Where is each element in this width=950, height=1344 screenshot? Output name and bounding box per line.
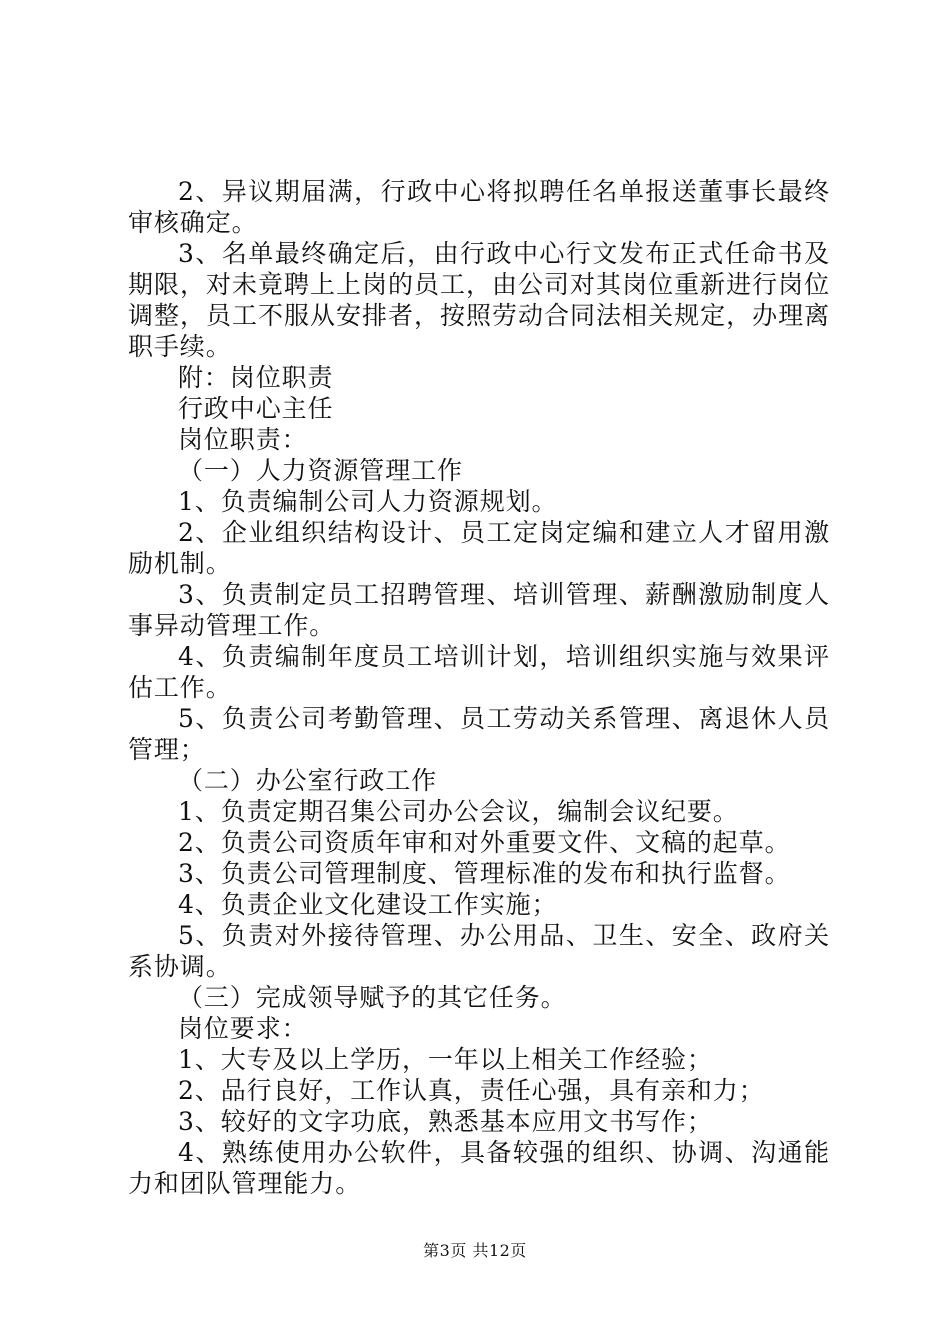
paragraph-requirement-2: 2、品行良好，工作认真，责任心强，具有亲和力； <box>178 1076 765 1105</box>
paragraph-section-hr: （一）人力资源管理工作 <box>178 456 463 485</box>
paragraph-section-admin: （二）办公室行政工作 <box>178 766 438 795</box>
paragraph-final-list: 3、名单最终确定后，由行政中心行文发布正式任命书及期限，对未竟聘上上岗的员工，由公司对其岗位重新进行岗位调整，员工不服从安排者，按照劳动合同法相关规定，办理离职手续。 <box>128 239 830 361</box>
paragraph-admin-item-3: 3、负责公司管理制度、管理标准的发布和执行监督。 <box>178 859 791 888</box>
paragraph-hr-item-2: 2、企业组织结构设计、员工定岗定编和建立人才留用激励机制。 <box>128 518 830 578</box>
paragraph-admin-item-2: 2、负责公司资质年审和对外重要文件、文稿的起草。 <box>178 828 791 857</box>
paragraph-admin-item-5: 5、负责对外接待管理、办公用品、卫生、安全、政府关系协调。 <box>128 921 830 981</box>
page-number-footer: 第3页 共12页 <box>423 1241 527 1260</box>
paragraph-admin-item-1: 1、负责定期召集公司办公会议，编制会议纪要。 <box>178 797 739 826</box>
document-body <box>128 176 830 1199</box>
paragraph-requirement-4: 4、熟练使用办公软件，具备较强的组织、协调、沟通能力和团队管理能力。 <box>128 1138 830 1198</box>
paragraph-hr-item-5: 5、负责公司考勤管理、员工劳动关系管理、离退休人员管理； <box>128 704 830 764</box>
paragraph-admin-item-4: 4、负责企业文化建设工作实施； <box>178 890 558 919</box>
paragraph-appendix-title: 附：岗位职责 <box>178 363 334 392</box>
paragraph-requirement-1: 1、大专及以上学历，一年以上相关工作经验； <box>178 1045 713 1074</box>
paragraph-objection-period: 2、异议期届满，行政中心将拟聘任名单报送董事长最终审核确定。 <box>128 177 830 237</box>
paragraph-hr-item-1: 1、负责编制公司人力资源规划。 <box>178 487 558 516</box>
paragraph-requirements-heading: 岗位要求： <box>178 1014 308 1043</box>
paragraph-requirement-3: 3、较好的文字功底，熟悉基本应用文书写作； <box>178 1107 713 1136</box>
paragraph-duties-heading: 岗位职责： <box>178 425 308 454</box>
paragraph-section-other: （三）完成领导赋予的其它任务。 <box>178 983 567 1012</box>
paragraph-hr-item-4: 4、负责编制年度员工培训计划，培训组织实施与效果评估工作。 <box>128 642 830 702</box>
paragraph-position-name: 行政中心主任 <box>178 394 334 423</box>
paragraph-hr-item-3: 3、负责制定员工招聘管理、培训管理、薪酬激励制度人事异动管理工作。 <box>128 580 830 640</box>
